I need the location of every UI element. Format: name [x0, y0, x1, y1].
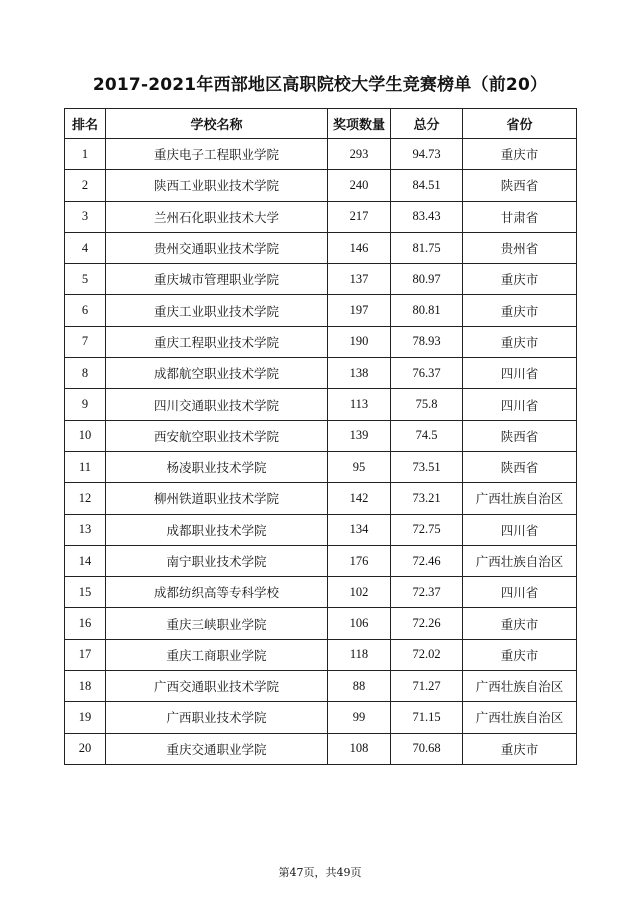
province-cell: 广西壮族自治区	[463, 483, 577, 514]
school-name-cell: 杨凌职业技术学院	[106, 451, 328, 482]
rank-cell: 4	[65, 232, 106, 263]
table-row	[65, 608, 577, 639]
header-rank: 排名	[65, 109, 106, 139]
province-cell: 陕西省	[463, 170, 577, 201]
award-count-cell: 88	[328, 671, 391, 702]
total-score-cell: 72.46	[391, 545, 463, 576]
rank-cell: 2	[65, 170, 106, 201]
header-award-count: 奖项数量	[328, 109, 391, 139]
province-cell: 广西壮族自治区	[463, 702, 577, 733]
rank-cell: 13	[65, 514, 106, 545]
award-count-cell: 99	[328, 702, 391, 733]
award-count-cell: 113	[328, 389, 391, 420]
table-row	[65, 389, 577, 420]
table-row	[65, 232, 577, 263]
school-name-cell: 成都职业技术学院	[106, 514, 328, 545]
table-row	[65, 420, 577, 451]
rank-cell: 10	[65, 420, 106, 451]
rank-cell: 8	[65, 358, 106, 389]
school-name-cell: 重庆城市管理职业学院	[106, 264, 328, 295]
province-cell: 重庆市	[463, 139, 577, 170]
award-count-cell: 118	[328, 639, 391, 670]
table-row	[65, 264, 577, 295]
rank-cell: 19	[65, 702, 106, 733]
total-score-cell: 71.15	[391, 702, 463, 733]
total-score-cell: 94.73	[391, 139, 463, 170]
table-row	[65, 326, 577, 357]
province-cell: 重庆市	[463, 326, 577, 357]
rank-cell: 15	[65, 577, 106, 608]
award-count-cell: 134	[328, 514, 391, 545]
rank-cell: 11	[65, 451, 106, 482]
province-cell: 四川省	[463, 358, 577, 389]
total-score-cell: 74.5	[391, 420, 463, 451]
table-row	[65, 451, 577, 482]
total-score-cell: 78.93	[391, 326, 463, 357]
award-count-cell: 95	[328, 451, 391, 482]
total-score-cell: 76.37	[391, 358, 463, 389]
award-count-cell: 108	[328, 733, 391, 764]
total-score-cell: 72.37	[391, 577, 463, 608]
total-score-cell: 72.02	[391, 639, 463, 670]
table-row	[65, 545, 577, 576]
total-score-cell: 80.97	[391, 264, 463, 295]
rank-cell: 9	[65, 389, 106, 420]
ranking-table	[64, 108, 577, 765]
table-row	[65, 577, 577, 608]
school-name-cell: 成都纺织高等专科学校	[106, 577, 328, 608]
header-province: 省份	[463, 109, 577, 139]
total-score-cell: 71.27	[391, 671, 463, 702]
table-row	[65, 514, 577, 545]
province-cell: 四川省	[463, 577, 577, 608]
province-cell: 重庆市	[463, 608, 577, 639]
total-score-cell: 83.43	[391, 201, 463, 232]
award-count-cell: 146	[328, 232, 391, 263]
total-score-cell: 72.75	[391, 514, 463, 545]
table-row	[65, 702, 577, 733]
header-school-name: 学校名称	[106, 109, 328, 139]
school-name-cell: 重庆电子工程职业学院	[106, 139, 328, 170]
total-score-cell: 73.51	[391, 451, 463, 482]
rank-cell: 17	[65, 639, 106, 670]
award-count-cell: 176	[328, 545, 391, 576]
province-cell: 贵州省	[463, 232, 577, 263]
school-name-cell: 重庆工商职业学院	[106, 639, 328, 670]
award-count-cell: 102	[328, 577, 391, 608]
rank-cell: 1	[65, 139, 106, 170]
rank-cell: 3	[65, 201, 106, 232]
rank-cell: 12	[65, 483, 106, 514]
table-row	[65, 639, 577, 670]
school-name-cell: 广西交通职业技术学院	[106, 671, 328, 702]
table-row	[65, 733, 577, 764]
total-score-cell: 75.8	[391, 389, 463, 420]
province-cell: 重庆市	[463, 264, 577, 295]
province-cell: 重庆市	[463, 733, 577, 764]
table-row	[65, 358, 577, 389]
table-row	[65, 170, 577, 201]
province-cell: 四川省	[463, 514, 577, 545]
table-row	[65, 295, 577, 326]
rank-cell: 7	[65, 326, 106, 357]
province-cell: 陕西省	[463, 451, 577, 482]
award-count-cell: 138	[328, 358, 391, 389]
award-count-cell: 217	[328, 201, 391, 232]
award-count-cell: 142	[328, 483, 391, 514]
school-name-cell: 重庆交通职业学院	[106, 733, 328, 764]
total-score-cell: 84.51	[391, 170, 463, 201]
school-name-cell: 陕西工业职业技术学院	[106, 170, 328, 201]
table-body	[65, 139, 577, 765]
page-title: 2017-2021年西部地区高职院校大学生竞赛榜单（前20）	[92, 75, 548, 95]
table-row	[65, 671, 577, 702]
province-cell: 重庆市	[463, 295, 577, 326]
province-cell: 四川省	[463, 389, 577, 420]
total-score-cell: 72.26	[391, 608, 463, 639]
award-count-cell: 197	[328, 295, 391, 326]
rank-cell: 14	[65, 545, 106, 576]
award-count-cell: 240	[328, 170, 391, 201]
rank-cell: 20	[65, 733, 106, 764]
award-count-cell: 137	[328, 264, 391, 295]
table-row	[65, 139, 577, 170]
school-name-cell: 广西职业技术学院	[106, 702, 328, 733]
school-name-cell: 成都航空职业技术学院	[106, 358, 328, 389]
award-count-cell: 106	[328, 608, 391, 639]
rank-cell: 5	[65, 264, 106, 295]
header-row	[65, 109, 577, 139]
province-cell: 甘肃省	[463, 201, 577, 232]
total-score-cell: 73.21	[391, 483, 463, 514]
province-cell: 广西壮族自治区	[463, 545, 577, 576]
school-name-cell: 贵州交通职业技术学院	[106, 232, 328, 263]
province-cell: 重庆市	[463, 639, 577, 670]
award-count-cell: 190	[328, 326, 391, 357]
province-cell: 广西壮族自治区	[463, 671, 577, 702]
school-name-cell: 重庆三峡职业学院	[106, 608, 328, 639]
rank-cell: 6	[65, 295, 106, 326]
table-row	[65, 483, 577, 514]
school-name-cell: 重庆工业职业技术学院	[106, 295, 328, 326]
school-name-cell: 南宁职业技术学院	[106, 545, 328, 576]
page-number-footer: 第47页，共49页	[278, 866, 362, 879]
total-score-cell: 70.68	[391, 733, 463, 764]
school-name-cell: 四川交通职业技术学院	[106, 389, 328, 420]
total-score-cell: 80.81	[391, 295, 463, 326]
rank-cell: 18	[65, 671, 106, 702]
total-score-cell: 81.75	[391, 232, 463, 263]
table-row	[65, 201, 577, 232]
school-name-cell: 重庆工程职业技术学院	[106, 326, 328, 357]
school-name-cell: 兰州石化职业技术大学	[106, 201, 328, 232]
table-header	[65, 109, 577, 139]
award-count-cell: 139	[328, 420, 391, 451]
province-cell: 陕西省	[463, 420, 577, 451]
award-count-cell: 293	[328, 139, 391, 170]
school-name-cell: 柳州铁道职业技术学院	[106, 483, 328, 514]
school-name-cell: 西安航空职业技术学院	[106, 420, 328, 451]
header-total-score: 总分	[391, 109, 463, 139]
rank-cell: 16	[65, 608, 106, 639]
